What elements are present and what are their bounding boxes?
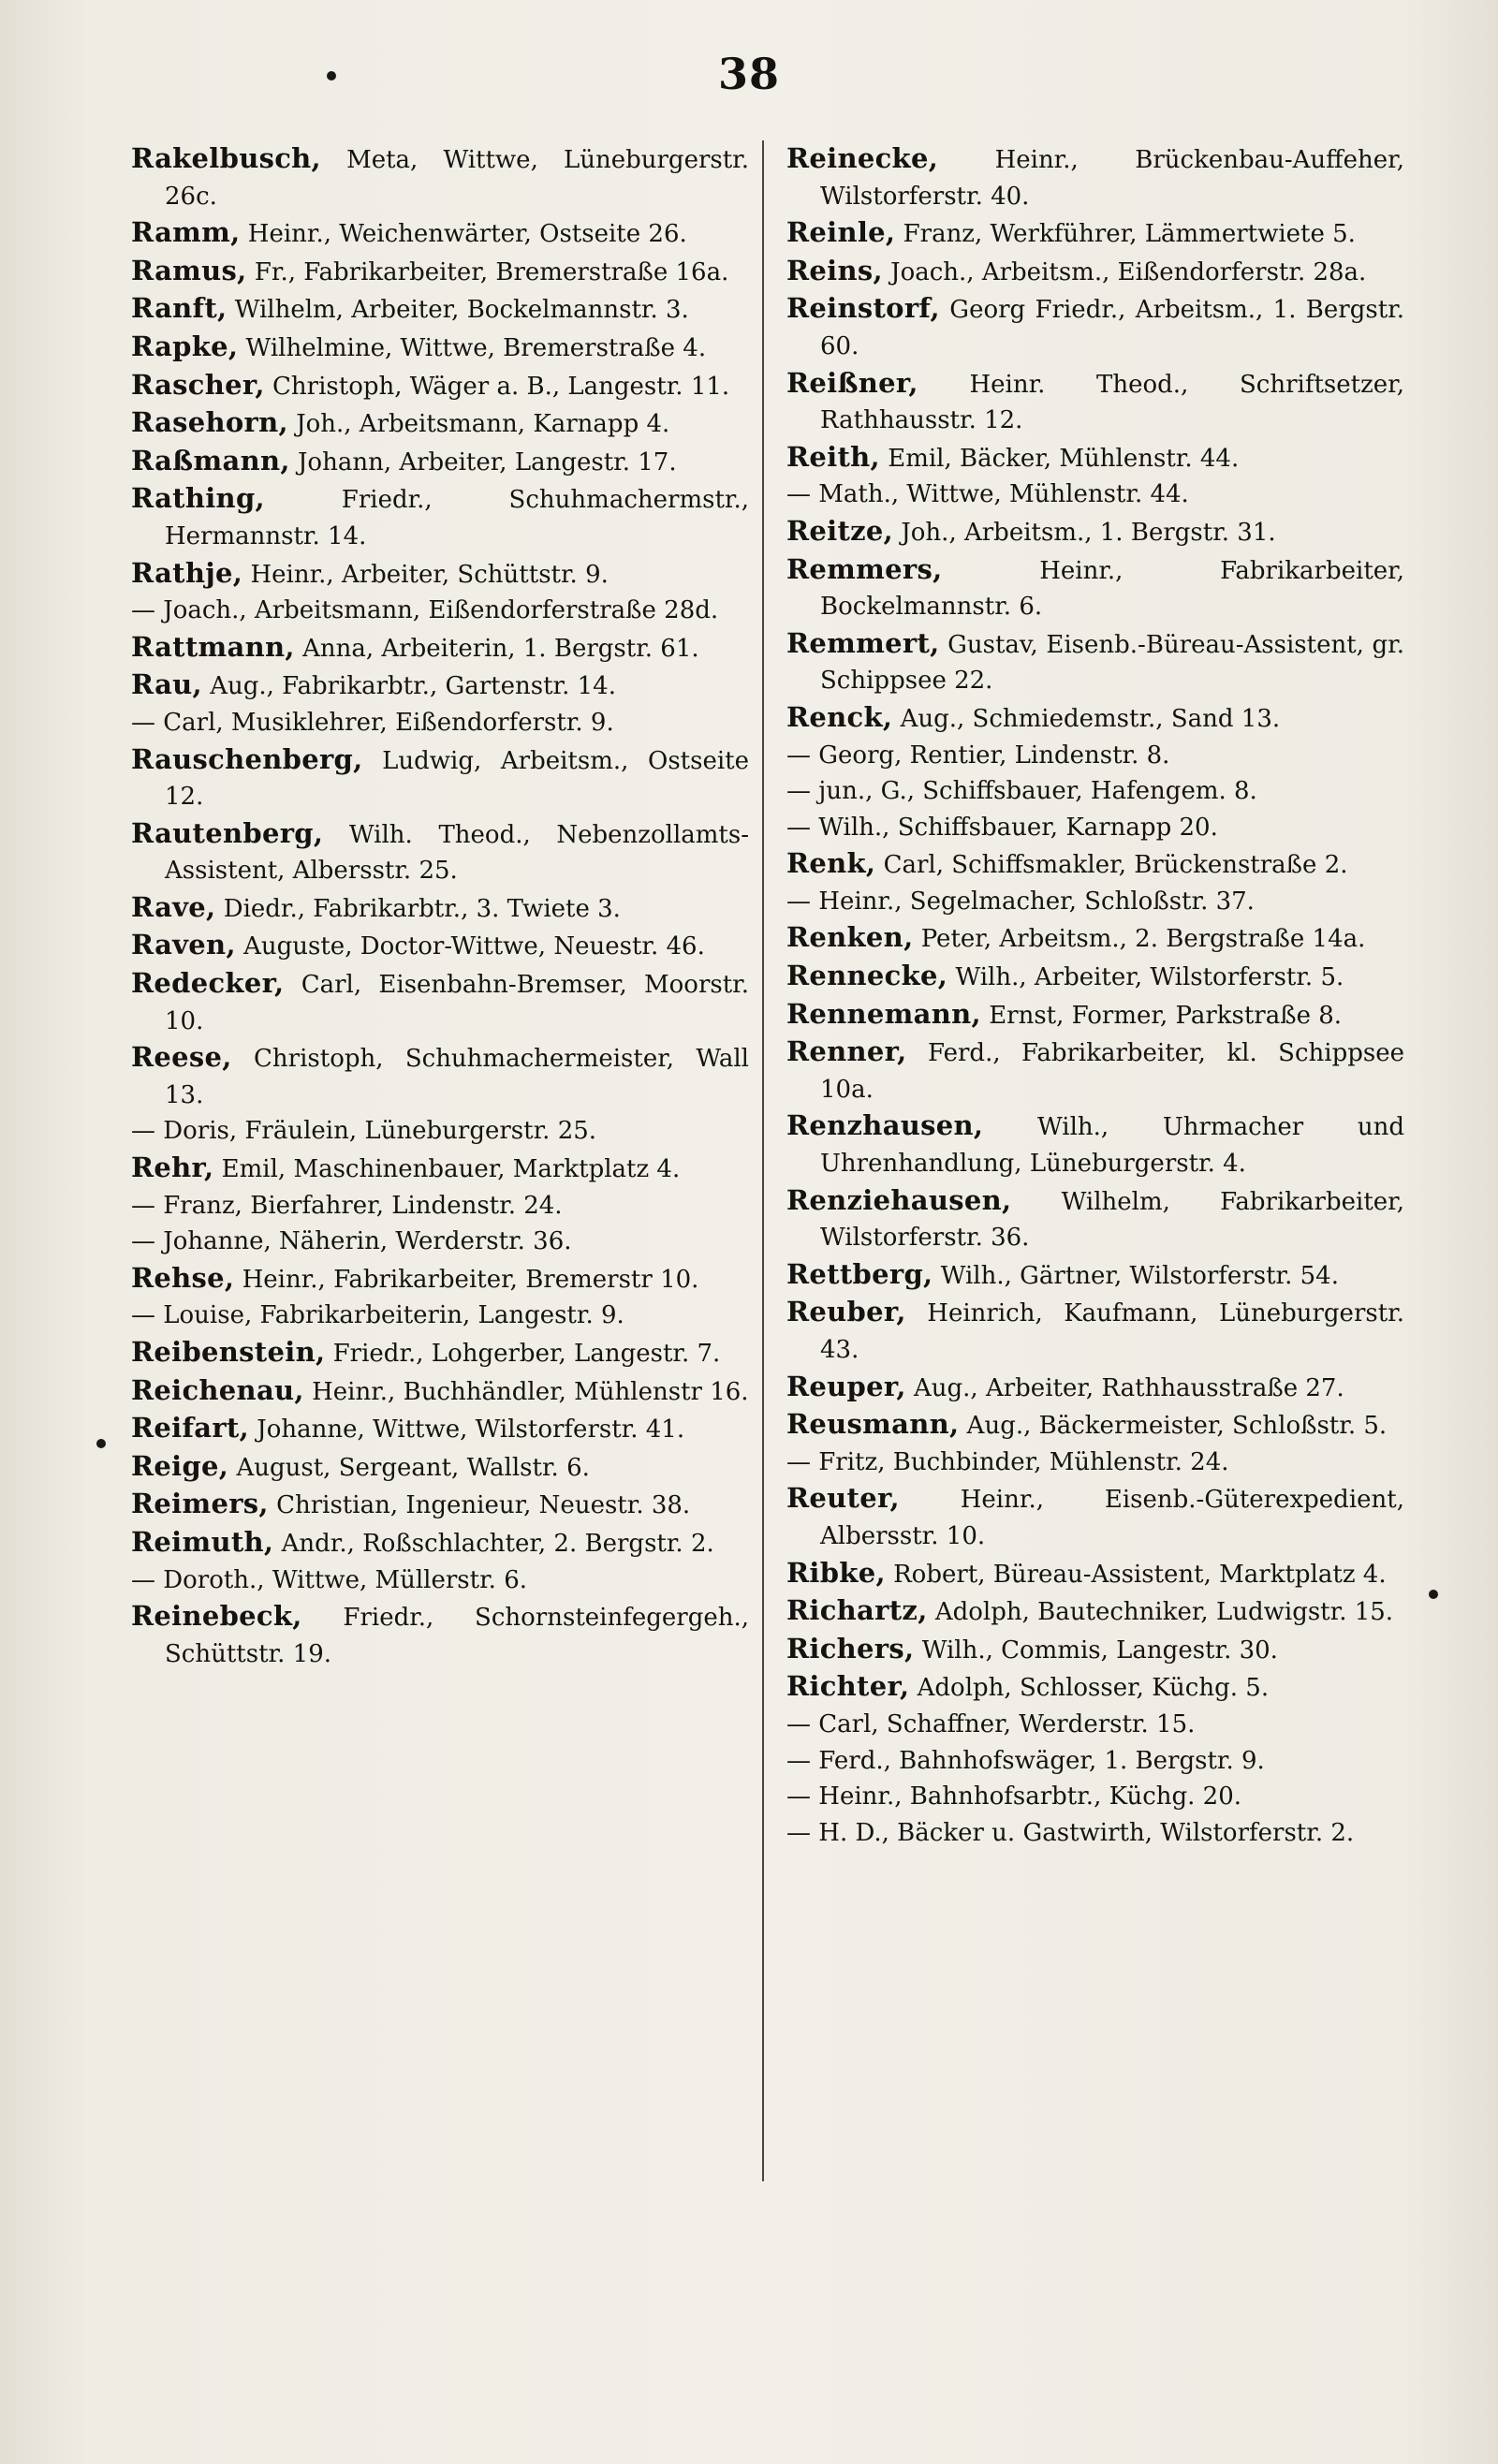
entry-details: Ludwig, Arbeitsm., Ostseite 12.: [165, 746, 749, 812]
directory-entry: [786, 1034, 1404, 1107]
directory-entry: [786, 699, 1404, 738]
entry-details: Carl, Schiffsmakler, Brückenstraße 2.: [883, 851, 1348, 880]
entry-details: Emil, Bäcker, Mühlenstr. 44.: [888, 444, 1240, 473]
directory-entry: [131, 1260, 749, 1298]
entry-details: Wilhelmine, Wittwe, Bremerstraße 4.: [245, 333, 707, 362]
directory-entry: [131, 927, 749, 965]
entry-details: Anna, Arbeiterin, 1. Bergstr. 61.: [302, 634, 699, 663]
right-column: [786, 140, 1404, 1851]
entry-details: Aug., Arbeiter, Rathhausstraße 27.: [914, 1373, 1344, 1402]
entry-details: Aug., Bäckermeister, Schloßstr. 5.: [966, 1412, 1388, 1441]
entry-details: Fr., Fabrikarbeiter, Bremerstraße 16a.: [254, 257, 729, 286]
entry-details: Meta, Wittwe, Lüneburgerstr. 26c.: [165, 146, 750, 211]
entry-surname: Renner,: [786, 1035, 907, 1068]
entry-surname: Reichenau,: [131, 1373, 304, 1406]
entry-surname: Renck,: [786, 700, 893, 733]
entry-details: Joach., Arbeitsm., Eißendorferstr. 28a.: [890, 257, 1367, 286]
entry-surname: Reißner,: [786, 366, 918, 399]
entry-details: Joh., Arbeitsm., 1. Bergstr. 31.: [901, 518, 1276, 547]
directory-entry: [786, 1480, 1404, 1554]
entry-details: Wilhelm, Fabrikarbeiter, Wilstorferstr. 36.: [820, 1187, 1404, 1253]
page-number: 38: [717, 49, 780, 99]
entry-surname: Raven,: [131, 929, 236, 961]
directory-entry: [131, 593, 749, 629]
entry-details: Carl, Eisenbahn-Bremser, Moorstr. 10.: [165, 971, 750, 1035]
entry-surname: Remmert,: [786, 626, 940, 659]
directory-entry: [131, 404, 749, 443]
entry-details: — Georg, Rentier, Lindenstr. 8.: [786, 741, 1170, 770]
entry-surname: Rau,: [131, 668, 202, 701]
entry-details: Robert, Büreau-Assistent, Marktplatz 4.: [893, 1560, 1387, 1589]
directory-entry: [786, 1779, 1404, 1815]
entry-details: Christoph, Wäger a. B., Langestr. 11.: [272, 372, 730, 401]
entry-details: — Ferd., Bahnhofswäger, 1. Bergstr. 9.: [786, 1746, 1265, 1775]
entry-details: — Carl, Schaffner, Werderstr. 15.: [786, 1709, 1196, 1738]
directory-entry: [786, 1631, 1404, 1669]
entry-details: Johanne, Wittwe, Wilstorferstr. 41.: [257, 1415, 685, 1445]
entry-details: Adolph, Schlosser, Küchg. 5.: [917, 1674, 1270, 1703]
directory-entry: [786, 1445, 1404, 1481]
entry-surname: Reinstorf,: [786, 292, 940, 325]
directory-entry: [786, 884, 1404, 920]
entry-details: Wilh., Commis, Langestr. 30.: [921, 1635, 1278, 1665]
entry-details: Heinr., Brückenbau-Auffeher, Wilstorferstr. 40.: [820, 146, 1404, 211]
entry-details: — Joach., Arbeitsmann, Eißendorferstraße 28d.: [131, 596, 719, 625]
entry-details: Christoph, Schuhmachermeister, Wall 13.: [165, 1045, 749, 1109]
entry-details: Franz, Werkführer, Lämmertwiete 5.: [903, 220, 1356, 249]
entry-details: — Wilh., Schiffsbauer, Karnapp 20.: [786, 813, 1218, 842]
entry-surname: Reibenstein,: [131, 1336, 326, 1368]
entry-details: Heinrich, Kaufmann, Lüneburgerstr. 43.: [820, 1299, 1405, 1364]
entry-surname: Rasehorn,: [131, 406, 288, 439]
entry-details: Friedr., Schuhmachermstr., Hermannstr. 14.: [165, 486, 749, 550]
entry-surname: Rettberg,: [786, 1257, 933, 1290]
entry-surname: Reith,: [786, 440, 880, 473]
entry-details: Ferd., Fabrikarbeiter, kl. Schippsee 10a.: [820, 1039, 1404, 1104]
directory-entry: [786, 625, 1404, 699]
entry-surname: Rakelbusch,: [131, 142, 321, 174]
entry-details: — Doroth., Wittwe, Müllerstr. 6.: [131, 1565, 527, 1594]
directory-entry: [131, 705, 749, 741]
directory-entry: [131, 667, 749, 705]
directory-entry: [131, 629, 749, 667]
entry-surname: Rattmann,: [131, 630, 295, 663]
entry-surname: Rautenberg,: [131, 816, 324, 849]
entry-details: Wilh., Gärtner, Wilstorferstr. 54.: [940, 1261, 1339, 1290]
directory-entry: [786, 253, 1404, 291]
entry-surname: Renken,: [786, 921, 914, 954]
directory-entry: [131, 1039, 749, 1113]
entry-surname: Rapke,: [131, 330, 239, 362]
entry-details: — Math., Wittwe, Mühlenstr. 44.: [786, 480, 1189, 509]
directory-entry: [131, 1372, 749, 1411]
directory-entry: [786, 140, 1404, 214]
directory-entry: [786, 958, 1404, 996]
entry-surname: Rennemann,: [786, 997, 981, 1030]
entry-surname: Raßmann,: [131, 444, 290, 477]
entry-details: Heinr., Eisenb.-Güterexpedient, Albersstr. 10.: [820, 1486, 1404, 1550]
directory-entry: [131, 1150, 749, 1188]
entry-surname: Reese,: [131, 1041, 232, 1074]
entry-surname: Ribke,: [786, 1556, 886, 1589]
entry-details: Heinr., Weichenwärter, Ostseite 26.: [247, 220, 687, 249]
directory-entry: [786, 1815, 1404, 1852]
entry-details: Diedr., Fabrikarbtr., 3. Twiete 3.: [223, 894, 621, 923]
entry-surname: Rehr,: [131, 1151, 214, 1184]
entry-details: Heinr., Arbeiter, Schüttstr. 9.: [250, 560, 609, 589]
directory-entry: [131, 329, 749, 367]
directory-entry: [786, 1294, 1404, 1368]
entry-details: Wilh., Arbeiter, Wilstorferstr. 5.: [955, 963, 1344, 992]
column-divider: [762, 140, 764, 2181]
directory-entry: [131, 367, 749, 405]
directory-entry: [131, 1188, 749, 1225]
entry-surname: Rascher,: [131, 368, 265, 401]
entry-surname: Richers,: [786, 1632, 915, 1665]
directory-entry: [786, 513, 1404, 551]
directory-entry: [786, 1743, 1404, 1780]
directory-entry: [786, 738, 1404, 774]
entry-surname: Renk,: [786, 847, 876, 880]
directory-entry: [131, 1410, 749, 1448]
directory-entry: [786, 365, 1404, 439]
entry-details: — Franz, Bierfahrer, Lindenstr. 24.: [131, 1191, 563, 1220]
entry-details: Wilh., Uhrmacher und Uhrenhandlung, Lüneburgerstr. 4.: [820, 1113, 1405, 1179]
entry-details: — Carl, Musiklehrer, Eißendorferstr. 9.: [131, 708, 614, 737]
entry-details: Heinr., Fabrikarbeiter, Bremerstr 10.: [242, 1265, 699, 1294]
directory-entry: [131, 1486, 749, 1524]
entry-surname: Reuber,: [786, 1296, 906, 1328]
entry-details: Heinr., Fabrikarbeiter, Bockelmannstr. 6.: [820, 556, 1405, 622]
entry-surname: Ranft,: [131, 292, 228, 325]
directory-entry: [786, 810, 1404, 846]
entry-surname: Reimers,: [131, 1488, 269, 1520]
directory-entry: [786, 214, 1404, 253]
entry-surname: Renziehausen,: [786, 1183, 1012, 1216]
directory-entry: [131, 1524, 749, 1562]
entry-surname: Ramus,: [131, 254, 247, 286]
directory-entry: [786, 1256, 1404, 1295]
directory-entry: [786, 773, 1404, 810]
entry-details: Georg Friedr., Arbeitsm., 1. Bergstr. 60.: [820, 296, 1405, 360]
entry-surname: Ramm,: [131, 216, 241, 249]
entry-details: Aug., Schmiedemstr., Sand 13.: [900, 704, 1281, 733]
entry-details: Wilh. Theod., Nebenzollamts-Assistent, Albersstr. 25.: [165, 820, 749, 886]
entry-surname: Rehse,: [131, 1261, 235, 1294]
entry-details: Friedr., Schornsteinfegergeh., Schüttstr. 19.: [165, 1604, 749, 1668]
directory-entry: [786, 439, 1404, 477]
entry-details: Christian, Ingenieur, Neuestr. 38.: [276, 1491, 691, 1520]
directory-entry: [786, 1555, 1404, 1593]
entry-details: — Doris, Fräulein, Lüneburgerstr. 25.: [131, 1117, 597, 1146]
directory-entry: [131, 1562, 749, 1599]
directory-entry: [131, 889, 749, 928]
directory-entry: [131, 1113, 749, 1150]
entry-surname: Reusmann,: [786, 1408, 960, 1441]
margin-dot-right: [1429, 1590, 1438, 1599]
entry-details: Joh., Arbeitsmann, Karnapp 4.: [296, 410, 670, 439]
entry-surname: Remmers,: [786, 552, 943, 585]
margin-dot-top: [327, 71, 336, 81]
entry-details: — Johanne, Näherin, Werderstr. 36.: [131, 1227, 572, 1256]
entry-details: Johann, Arbeiter, Langestr. 17.: [298, 447, 677, 477]
directory-entry: [786, 1406, 1404, 1445]
entry-surname: Rathing,: [131, 482, 265, 515]
entry-details: — Heinr., Segelmacher, Schloßstr. 37.: [786, 887, 1255, 916]
entry-details: Aug., Fabrikarbtr., Gartenstr. 14.: [210, 672, 616, 701]
entry-surname: Renzhausen,: [786, 1109, 984, 1142]
entry-surname: Reige,: [131, 1449, 229, 1482]
directory-entry: [131, 815, 749, 889]
entry-details: — Fritz, Buchbinder, Mühlenstr. 24.: [786, 1447, 1229, 1476]
entry-details: Auguste, Doctor-Wittwe, Neuestr. 46.: [243, 932, 705, 961]
entry-surname: Reitze,: [786, 514, 894, 547]
entry-details: Heinr., Buchhändler, Mühlenstr 16.: [312, 1377, 749, 1406]
directory-entry: [786, 1107, 1404, 1181]
directory-entry: [786, 1182, 1404, 1256]
entry-surname: Rave,: [131, 890, 216, 923]
entry-details: — Heinr., Bahnhofsarbtr., Küchg. 20.: [786, 1782, 1242, 1811]
directory-entry: [131, 443, 749, 481]
directory-entry: [786, 919, 1404, 958]
entry-surname: Reins,: [786, 254, 883, 286]
directory-entry: [131, 290, 749, 329]
entry-details: Heinr. Theod., Schriftsetzer, Rathhausstr. 12.: [820, 370, 1405, 435]
entry-details: Friedr., Lohgerber, Langestr. 7.: [332, 1340, 721, 1368]
entry-surname: Reuter,: [786, 1482, 900, 1515]
entry-surname: Rathje,: [131, 556, 243, 589]
entry-details: Peter, Arbeitsm., 2. Bergstraße 14a.: [920, 925, 1366, 954]
entry-details: Ernst, Former, Parkstraße 8.: [989, 1001, 1343, 1030]
directory-entry: [131, 555, 749, 594]
directory-entry: [786, 1592, 1404, 1631]
entry-surname: Rennecke,: [786, 960, 948, 992]
directory-entry: [786, 1369, 1404, 1407]
entry-surname: Rauschenberg,: [131, 742, 363, 775]
directory-entry: [786, 996, 1404, 1034]
directory-entry: [786, 845, 1404, 884]
directory-entry: [131, 480, 749, 554]
directory-entry: [131, 1224, 749, 1260]
entry-details: Emil, Maschinenbauer, Marktplatz 4.: [221, 1155, 681, 1184]
directory-entry: [131, 140, 749, 214]
entry-details: Adolph, Bautechniker, Ludwigstr. 15.: [934, 1598, 1394, 1627]
directory-entry: [131, 214, 749, 253]
directory-entry: [786, 1668, 1404, 1707]
margin-dot-left: [96, 1439, 106, 1448]
directory-entry: [131, 1334, 749, 1372]
directory-entry: [131, 965, 749, 1039]
directory-entry: [131, 1298, 749, 1334]
directory-entry: [131, 1598, 749, 1672]
entry-details: Andr., Roßschlachter, 2. Bergstr. 2.: [281, 1529, 714, 1558]
entry-details: Wilhelm, Arbeiter, Bockelmannstr. 3.: [234, 296, 689, 325]
entry-details: — H. D., Bäcker u. Gastwirth, Wilstorferstr. 2.: [786, 1818, 1355, 1847]
left-column: [131, 140, 749, 1672]
entry-surname: Reuper,: [786, 1370, 906, 1402]
directory-entry: [131, 253, 749, 291]
entry-details: — jun., G., Schiffsbauer, Hafengem. 8.: [786, 777, 1257, 806]
directory-entry: [131, 1448, 749, 1487]
directory-entry: [786, 290, 1404, 364]
directory-entry: [786, 477, 1404, 513]
entry-surname: Reinebeck,: [131, 1600, 302, 1633]
entry-details: Gustav, Eisenb.-Büreau-Assistent, gr. Schippsee 22.: [820, 630, 1404, 696]
directory-entry: [131, 741, 749, 815]
directory-entry: [786, 1707, 1404, 1743]
entry-surname: Richter,: [786, 1670, 910, 1703]
entry-surname: Richartz,: [786, 1594, 928, 1627]
entry-surname: Reifart,: [131, 1412, 250, 1445]
entry-details: August, Sergeant, Wallstr. 6.: [236, 1453, 590, 1482]
entry-surname: Reimuth,: [131, 1525, 274, 1558]
entry-surname: Reinle,: [786, 216, 896, 249]
entry-surname: Reinecke,: [786, 142, 939, 174]
entry-surname: Redecker,: [131, 967, 285, 1000]
entry-details: — Louise, Fabrikarbeiterin, Langestr. 9.: [131, 1301, 624, 1330]
directory-entry: [786, 551, 1404, 625]
